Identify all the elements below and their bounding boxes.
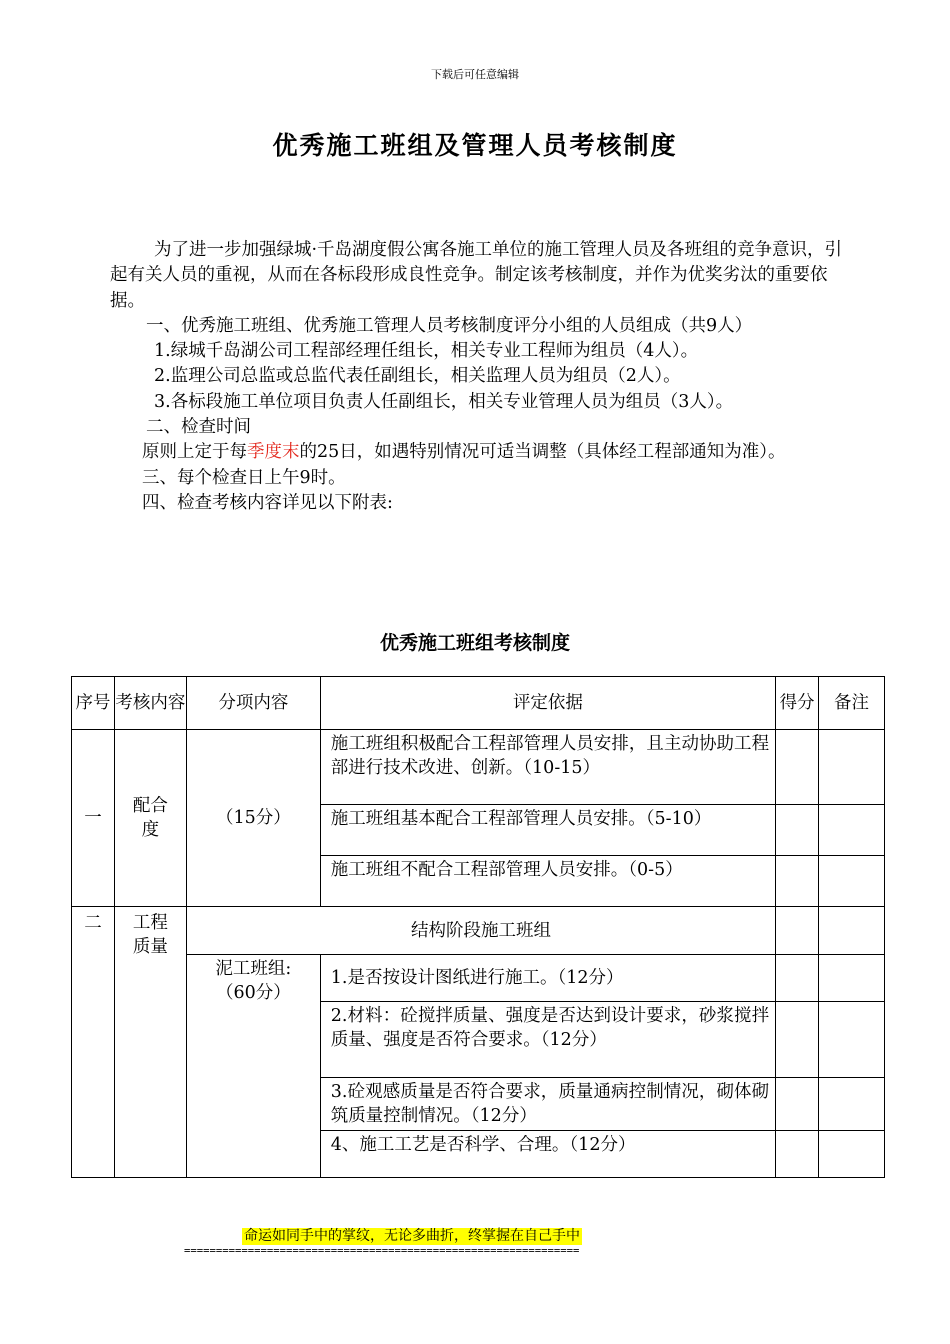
footer-divider: ==============================================================	[184, 1245, 580, 1257]
row1-category: 配合度	[114, 730, 186, 907]
header-criteria: 评定依据	[320, 677, 775, 730]
table-row	[72, 730, 885, 805]
row1-criteria-2: 施工班组基本配合工程部管理人员安排。（5-10）	[320, 805, 775, 856]
score-cell	[776, 955, 819, 1002]
row2-category: 工程质量	[114, 907, 186, 1178]
row1-criteria-1: 施工班组积极配合工程部管理人员安排，且主动协助工程部进行技术改进、创新。（10-15）	[320, 730, 775, 805]
remark-cell	[819, 907, 885, 955]
row2-criteria-3: 3.砼观感质量是否符合要求，质量通病控制情况，砌体砌筑质量控制情况。（12分）	[320, 1078, 775, 1131]
document-body	[110, 238, 845, 516]
row2-span-header: 结构阶段施工班组	[186, 907, 775, 955]
remark-cell	[819, 805, 885, 856]
table-title: 优秀施工班组考核制度	[379, 632, 570, 654]
score-cell	[776, 1078, 819, 1131]
row2-criteria-2: 2.材料：砼搅拌质量、强度是否达到设计要求，砂浆搅拌质量、强度是否符合要求。（12分）	[320, 1002, 775, 1078]
remark-cell	[819, 955, 885, 1002]
header-category: 考核内容	[114, 677, 186, 730]
score-cell	[776, 805, 819, 856]
section-1-item-1: 1.绿城千岛湖公司工程部经理任组长，相关专业工程师为组员（4人）。	[154, 341, 699, 362]
row2-criteria-1: 1.是否按设计图纸进行施工。（12分）	[320, 955, 775, 1002]
row2-sub-item: 泥工班组:（60分）	[186, 955, 320, 1178]
header-remark: 备注	[819, 677, 885, 730]
schedule-paragraph	[110, 440, 845, 465]
remark-cell	[819, 1078, 885, 1131]
intro-paragraph: 为了进一步加强绿城·千岛湖度假公寓各施工单位的施工管理人员及各班组的竞争意识，引起有关人员的重视，从而在各标段形成良性竞争。制定该考核制度，并作为优奖劣汰的重要依据。	[110, 240, 843, 311]
header-note: 下载后可任意编辑	[431, 68, 519, 81]
remark-cell	[819, 1002, 885, 1078]
schedule-highlight: 季度末	[247, 442, 300, 463]
remark-cell	[819, 1131, 885, 1178]
remark-cell	[819, 730, 885, 805]
section-1-heading: 一、优秀施工班组、优秀施工管理人员考核制度评分小组的人员组成（共9人）	[146, 315, 753, 336]
score-cell	[776, 730, 819, 805]
row2-criteria-4: 4、施工工艺是否科学、合理。（12分）	[320, 1131, 775, 1178]
assessment-table	[71, 676, 885, 1178]
row1-sub-item: （15分）	[186, 730, 320, 907]
section-1-item-3: 3.各标段施工单位项目负责人任副组长，相关专业管理人员为组员（3人）。	[154, 391, 734, 412]
score-cell	[776, 907, 819, 955]
score-cell	[776, 1131, 819, 1178]
row1-seq: 一	[72, 730, 115, 907]
row2-seq: 二	[72, 907, 115, 1178]
section-4-heading: 四、检查考核内容详见以下附表:	[142, 492, 393, 513]
schedule-suffix: 的25日，如遇特别情况可适当调整（具体经工程部通知为准）。	[299, 442, 786, 463]
remark-cell	[819, 856, 885, 907]
header-sub-item: 分项内容	[186, 677, 320, 730]
footer-motto: 命运如同手中的掌纹，无论多曲折，终掌握在自己手中	[244, 1228, 580, 1244]
section-1-item-2: 2.监理公司总监或总监代表任副组长，相关监理人员为组员（2人）。	[154, 366, 681, 387]
score-cell	[776, 1002, 819, 1078]
row1-criteria-3: 施工班组不配合工程部管理人员安排。（0-5）	[320, 856, 775, 907]
header-score: 得分	[776, 677, 819, 730]
document-title: 优秀施工班组及管理人员考核制度	[272, 131, 678, 160]
header-seq: 序号	[72, 677, 115, 730]
section-3-heading: 三、每个检查日上午9时。	[142, 467, 346, 488]
score-cell	[776, 856, 819, 907]
section-2-heading: 二、检查时间	[146, 417, 251, 438]
table-header-row	[72, 677, 885, 730]
table-row	[72, 955, 885, 1002]
table-row	[72, 907, 885, 955]
schedule-prefix: 原则上定于每	[142, 442, 247, 463]
